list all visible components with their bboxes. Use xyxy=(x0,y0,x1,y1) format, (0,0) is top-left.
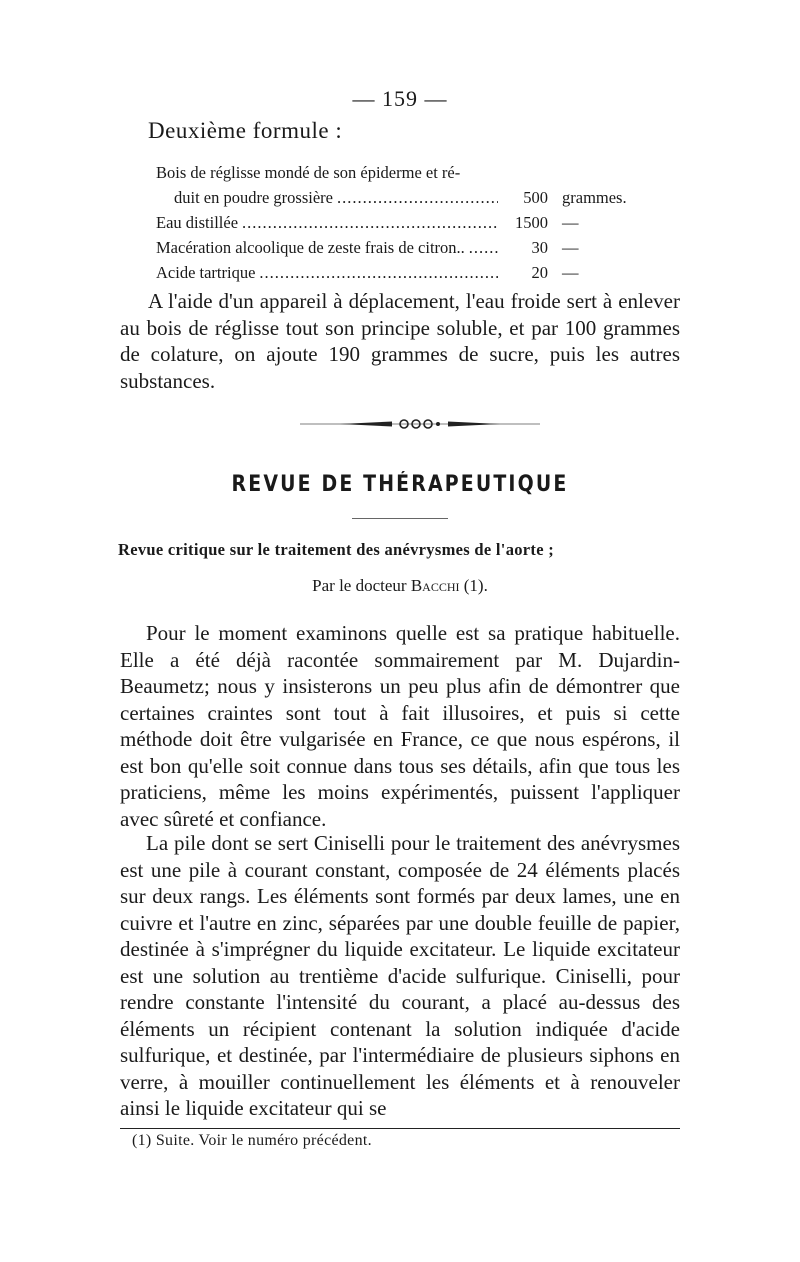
paragraph-battery: La pile dont se sert Ciniselli pour le traitement des anévrysmes est une pile à courant constant, composée de 24 éléments placés sur deux rangs. Les éléments sont formés par deux lames, une en cuivre et l'autre en zinc, séparées par une double feuille de papier, destinée à s'imprégner du liquide excitateur. Le liquide excitateur est une solution au trentième d'acide sulfurique. Ciniselli, pour rendre constante l'intensité du courant, a placé au-dessus des éléments un récipient contenant la solution indiquée d'acide sulfurique, et destinée, par l'intermédiaire de plusieurs siphons en verre, à mouiller continuellement les éléments et à renouveler ainsi le liquide excitateur qui se xyxy=(120,831,680,1120)
recipe-row xyxy=(156,260,656,285)
page-number: — 159 — xyxy=(352,86,448,111)
recipe-quantity: 30 xyxy=(531,238,548,257)
byline-suffix: (1). xyxy=(459,576,488,595)
title-rule xyxy=(352,518,448,519)
formula-heading: Deuxième formule : xyxy=(148,118,343,143)
recipe-quantity: 500 xyxy=(523,188,548,207)
recipe-ingredient: duit en poudre grossière xyxy=(174,188,333,207)
recipe-row xyxy=(156,235,656,260)
recipe-ingredient: Eau distillée xyxy=(156,213,239,232)
recipe-quantity: 1500 xyxy=(515,213,548,232)
leader-dots xyxy=(337,185,498,210)
leader-dots xyxy=(469,235,498,260)
recipe-ingredient: Acide tartrique xyxy=(156,263,256,282)
article-title: Revue critique sur le traitement des anévrysmes de l'aorte ; xyxy=(118,540,555,559)
byline-author: Bacchi xyxy=(410,576,460,595)
leader-dots xyxy=(259,260,498,285)
recipe-list xyxy=(156,160,656,285)
recipe-unit: grammes. xyxy=(562,188,627,207)
recipe-row xyxy=(156,185,656,210)
recipe-row xyxy=(156,160,656,185)
footnote: (1) Suite. Voir le numéro précédent. xyxy=(132,1132,372,1149)
recipe-quantity: 20 xyxy=(531,263,548,282)
byline xyxy=(0,576,800,596)
recipe-unit: — xyxy=(562,213,579,232)
ornament-divider xyxy=(300,418,540,430)
recipe-ingredient: Bois de réglisse mondé de son épiderme et ré- xyxy=(156,163,461,182)
recipe-row xyxy=(156,210,656,235)
section-title: REVUE DE THÉRAPEUTIQUE xyxy=(231,472,569,497)
paragraph-practice: Pour le moment examinons quelle est sa pratique habituelle. Elle a été déjà racontée sommairement par M. Dujardin-Beaumetz; nous y insisterons un peu plus afin de démontrer que certaines craintes sont tout à fait illusoires, et puis si cette méthode doit être vulgarisée en France, ce que nous espérons, il est bon qu'elle soit connue dans tous ses détails, afin que tous les praticiens, même les moins expérimentés, puissent l'appliquer avec sûreté et confiance. xyxy=(120,621,680,831)
byline-prefix: Par le docteur xyxy=(312,576,411,595)
recipe-ingredient: Macération alcoolique de zeste frais de citron.. xyxy=(156,238,465,257)
leader-dots xyxy=(242,210,498,235)
footnote-rule xyxy=(120,1128,680,1129)
recipe-unit: — xyxy=(562,238,579,257)
recipe-unit: — xyxy=(562,263,579,282)
paragraph-preparation: A l'aide d'un appareil à déplacement, l'eau froide sert à enlever au bois de réglisse tout son principe soluble, et par 100 grammes de colature, on ajoute 190 grammes de sucre, puis les autres substances. xyxy=(120,289,680,393)
